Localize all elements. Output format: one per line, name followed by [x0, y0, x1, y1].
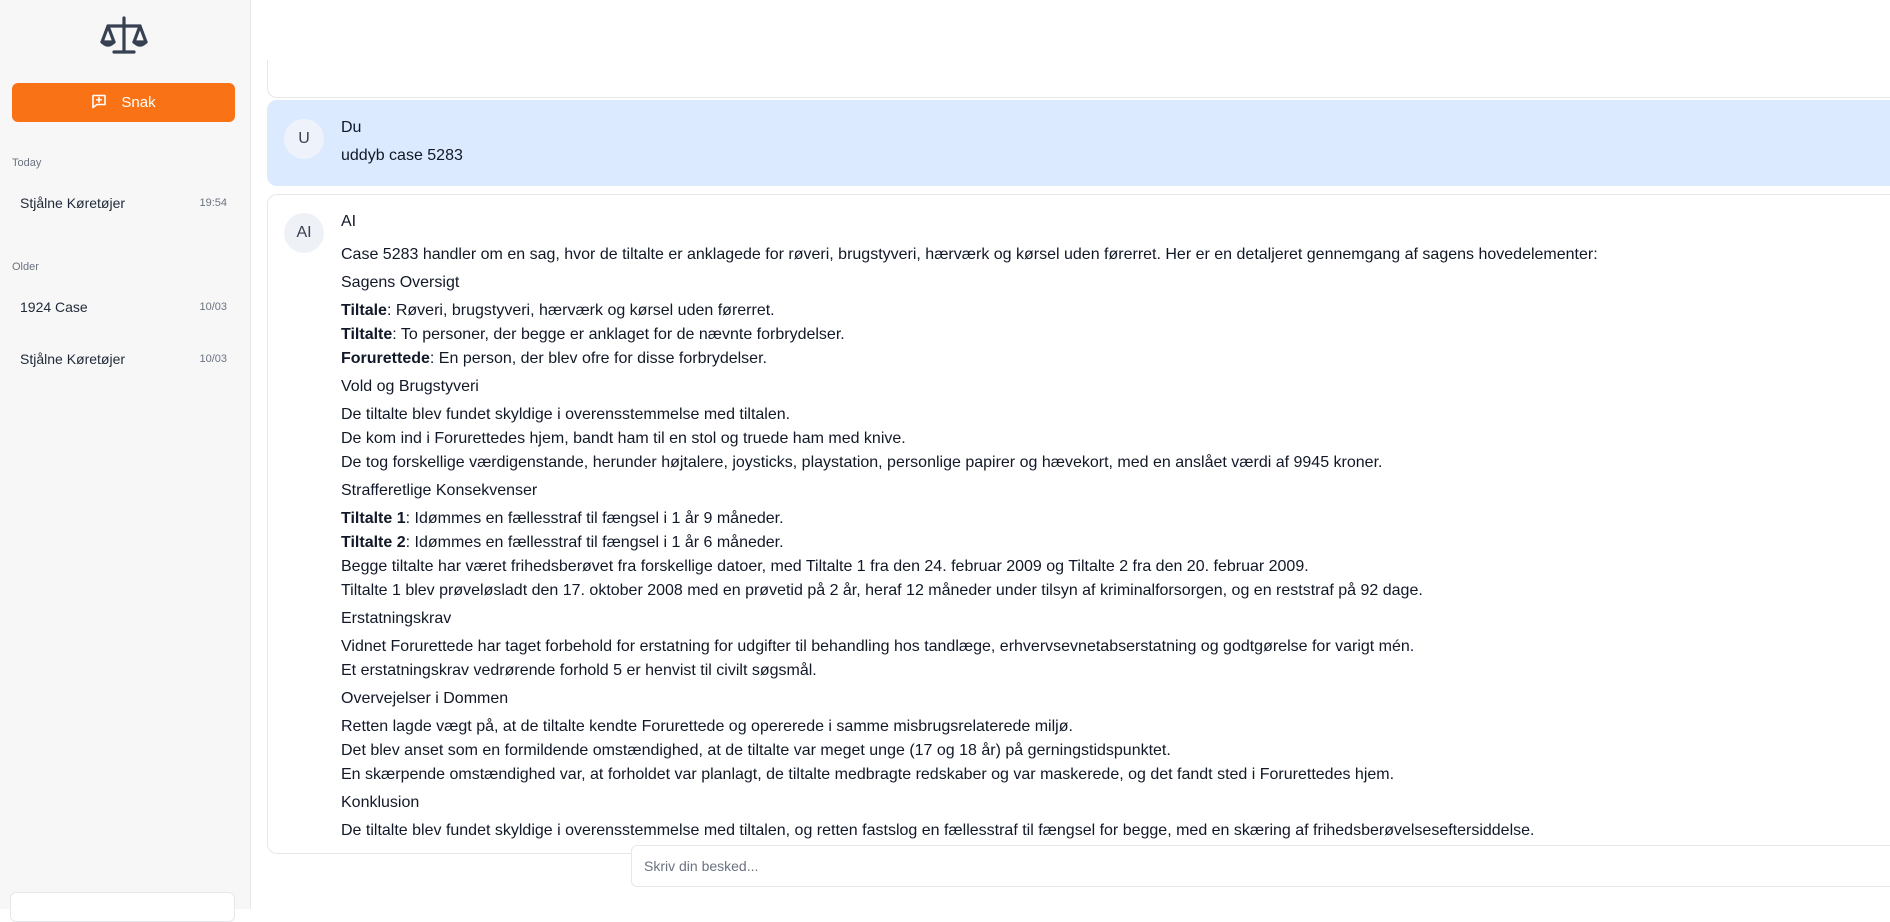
ai-message: [267, 194, 1890, 854]
line-text: Vidnet Forurettede har taget forbehold for erstatning for udgifter til behandling hos tandlæge, erhvervsevnetabserstatning og godtgørelse for varigt mén.: [341, 638, 1415, 655]
group-label-today: Today: [12, 157, 42, 169]
section-line: [341, 555, 1861, 579]
line-text: : Idømmes en fællesstraf til fængsel i 1 år 9 måneder.: [405, 510, 784, 527]
ai-message-body: [341, 243, 1861, 847]
ai-intro: Case 5283 handler om en sag, hvor de tiltalte er anklagede for røveri, brugstyveri, hærværk og kørsel uden førerret. Her er en detaljeret gennemgang af sagens hovedelementer:: [341, 246, 1598, 263]
message-author: AI: [341, 213, 357, 230]
scales-icon: [100, 14, 148, 58]
chat-area: [251, 0, 1890, 909]
section-line: [341, 715, 1861, 739]
section-heading: Konklusion: [341, 794, 420, 811]
line-label: Tiltalte 2: [341, 534, 406, 551]
conversation-title: Stjålne Køretøjer: [20, 195, 126, 211]
line-text: Et erstatningskrav vedrørende forhold 5 er henvist til civilt søgsmål.: [341, 662, 817, 679]
user-message: [267, 100, 1890, 186]
section-line: [341, 739, 1861, 763]
section-heading: Strafferetlige Konsekvenser: [341, 482, 538, 499]
sidebar-footer-button[interactable]: [10, 892, 235, 922]
ai-section: [341, 791, 1861, 843]
section-heading: Overvejelser i Dommen: [341, 690, 509, 707]
section-heading: Vold og Brugstyveri: [341, 378, 479, 395]
conversation-time: 10/03: [199, 301, 227, 313]
section-line: [341, 323, 1861, 347]
line-text: : En person, der blev ofre for disse forbrydelser.: [429, 350, 767, 367]
line-text: Retten lagde vægt på, at de tiltalte kendte Forurettede og opererede i samme misbrugsrelaterede miljø.: [341, 718, 1073, 735]
conversation-title: 1924 Case: [20, 299, 88, 315]
new-chat-label: Snak: [121, 94, 156, 111]
line-label: Tiltale: [341, 302, 387, 319]
section-line: [341, 763, 1861, 787]
ai-section: [341, 687, 1861, 787]
section-line: [341, 531, 1861, 555]
section-line: [341, 659, 1861, 683]
conversation-time: 10/03: [199, 353, 227, 365]
message-author: Du: [341, 119, 362, 136]
section-line: [341, 579, 1861, 603]
sidebar: [0, 0, 251, 909]
message-plus-icon: [91, 93, 107, 113]
conversation-title: Stjålne Køretøjer: [20, 351, 126, 367]
ai-section: [341, 479, 1861, 603]
line-text: De tiltalte blev fundet skyldige i overensstemmelse med tiltalen, og retten fastslog en fællesstraf til fængsel for begge, med en skæring af frihedsberøvelseseftersiddelse.: [341, 822, 1535, 839]
line-text: Tiltalte 1 blev prøveløsladt den 17. oktober 2008 med en prøvetid på 2 år, heraf 12 måneder under tilsyn af kriminalforsorgen, og en reststraf på 92 dage.: [341, 582, 1423, 599]
line-label: Tiltalte: [341, 326, 393, 343]
section-line: [341, 427, 1861, 451]
line-text: Det blev anset som en formildende omstændighed, at de tiltalte var meget unge (17 og 18 år) på gerningstidspunktet.: [341, 742, 1171, 759]
new-chat-button[interactable]: [12, 83, 235, 122]
conversation-time: 19:54: [199, 197, 227, 209]
ai-avatar: AI: [284, 213, 324, 253]
conversation-item[interactable]: [12, 341, 235, 377]
line-text: En skærpende omstændighed var, at forholdet var planlagt, de tiltalte medbragte redskaber og var maskerede, og det fandt sted i Forurettedes hjem.: [341, 766, 1395, 783]
message-text: uddyb case 5283: [341, 147, 463, 164]
line-text: Begge tiltalte har været frihedsberøvet fra forskellige datoer, med Tiltalte 1 fra den 24. februar 2009 og Tiltalte 2 fra den 20. februar 2009.: [341, 558, 1309, 575]
line-text: De tiltalte blev fundet skyldige i overensstemmelse med tiltalen.: [341, 406, 791, 423]
line-text: De kom ind i Forurettedes hjem, bandt ham til en stol og truede ham med knive.: [341, 430, 906, 447]
group-label-older: Older: [12, 261, 39, 273]
previous-message-card: [267, 60, 1890, 98]
line-text: : Idømmes en fællesstraf til fængsel i 1 år 6 måneder.: [405, 534, 784, 551]
section-line: [341, 451, 1861, 475]
conversation-item[interactable]: [12, 289, 235, 325]
line-text: : Røveri, brugstyveri, hærværk og kørsel uden førerret.: [386, 302, 775, 319]
section-line: [341, 403, 1861, 427]
ai-section: [341, 375, 1861, 475]
section-heading: Erstatningskrav: [341, 610, 452, 627]
ai-section: [341, 271, 1861, 371]
message-input[interactable]: [631, 845, 1890, 887]
section-line: [341, 635, 1861, 659]
section-line: [341, 507, 1861, 531]
conversation-item[interactable]: [12, 185, 235, 221]
section-line: [341, 347, 1861, 371]
section-line: [341, 819, 1861, 843]
user-avatar: U: [284, 119, 324, 159]
line-label: Tiltalte 1: [341, 510, 406, 527]
ai-section: [341, 607, 1861, 683]
section-line: [341, 299, 1861, 323]
line-text: De tog forskellige værdigenstande, herunder højtalere, joysticks, playstation, personlige papirer og hævekort, med en anslået værdi af 9945 kroner.: [341, 454, 1383, 471]
line-text: : To personer, der begge er anklaget for de nævnte forbrydelser.: [392, 326, 845, 343]
line-label: Forurettede: [341, 350, 430, 367]
section-heading: Sagens Oversigt: [341, 274, 460, 291]
